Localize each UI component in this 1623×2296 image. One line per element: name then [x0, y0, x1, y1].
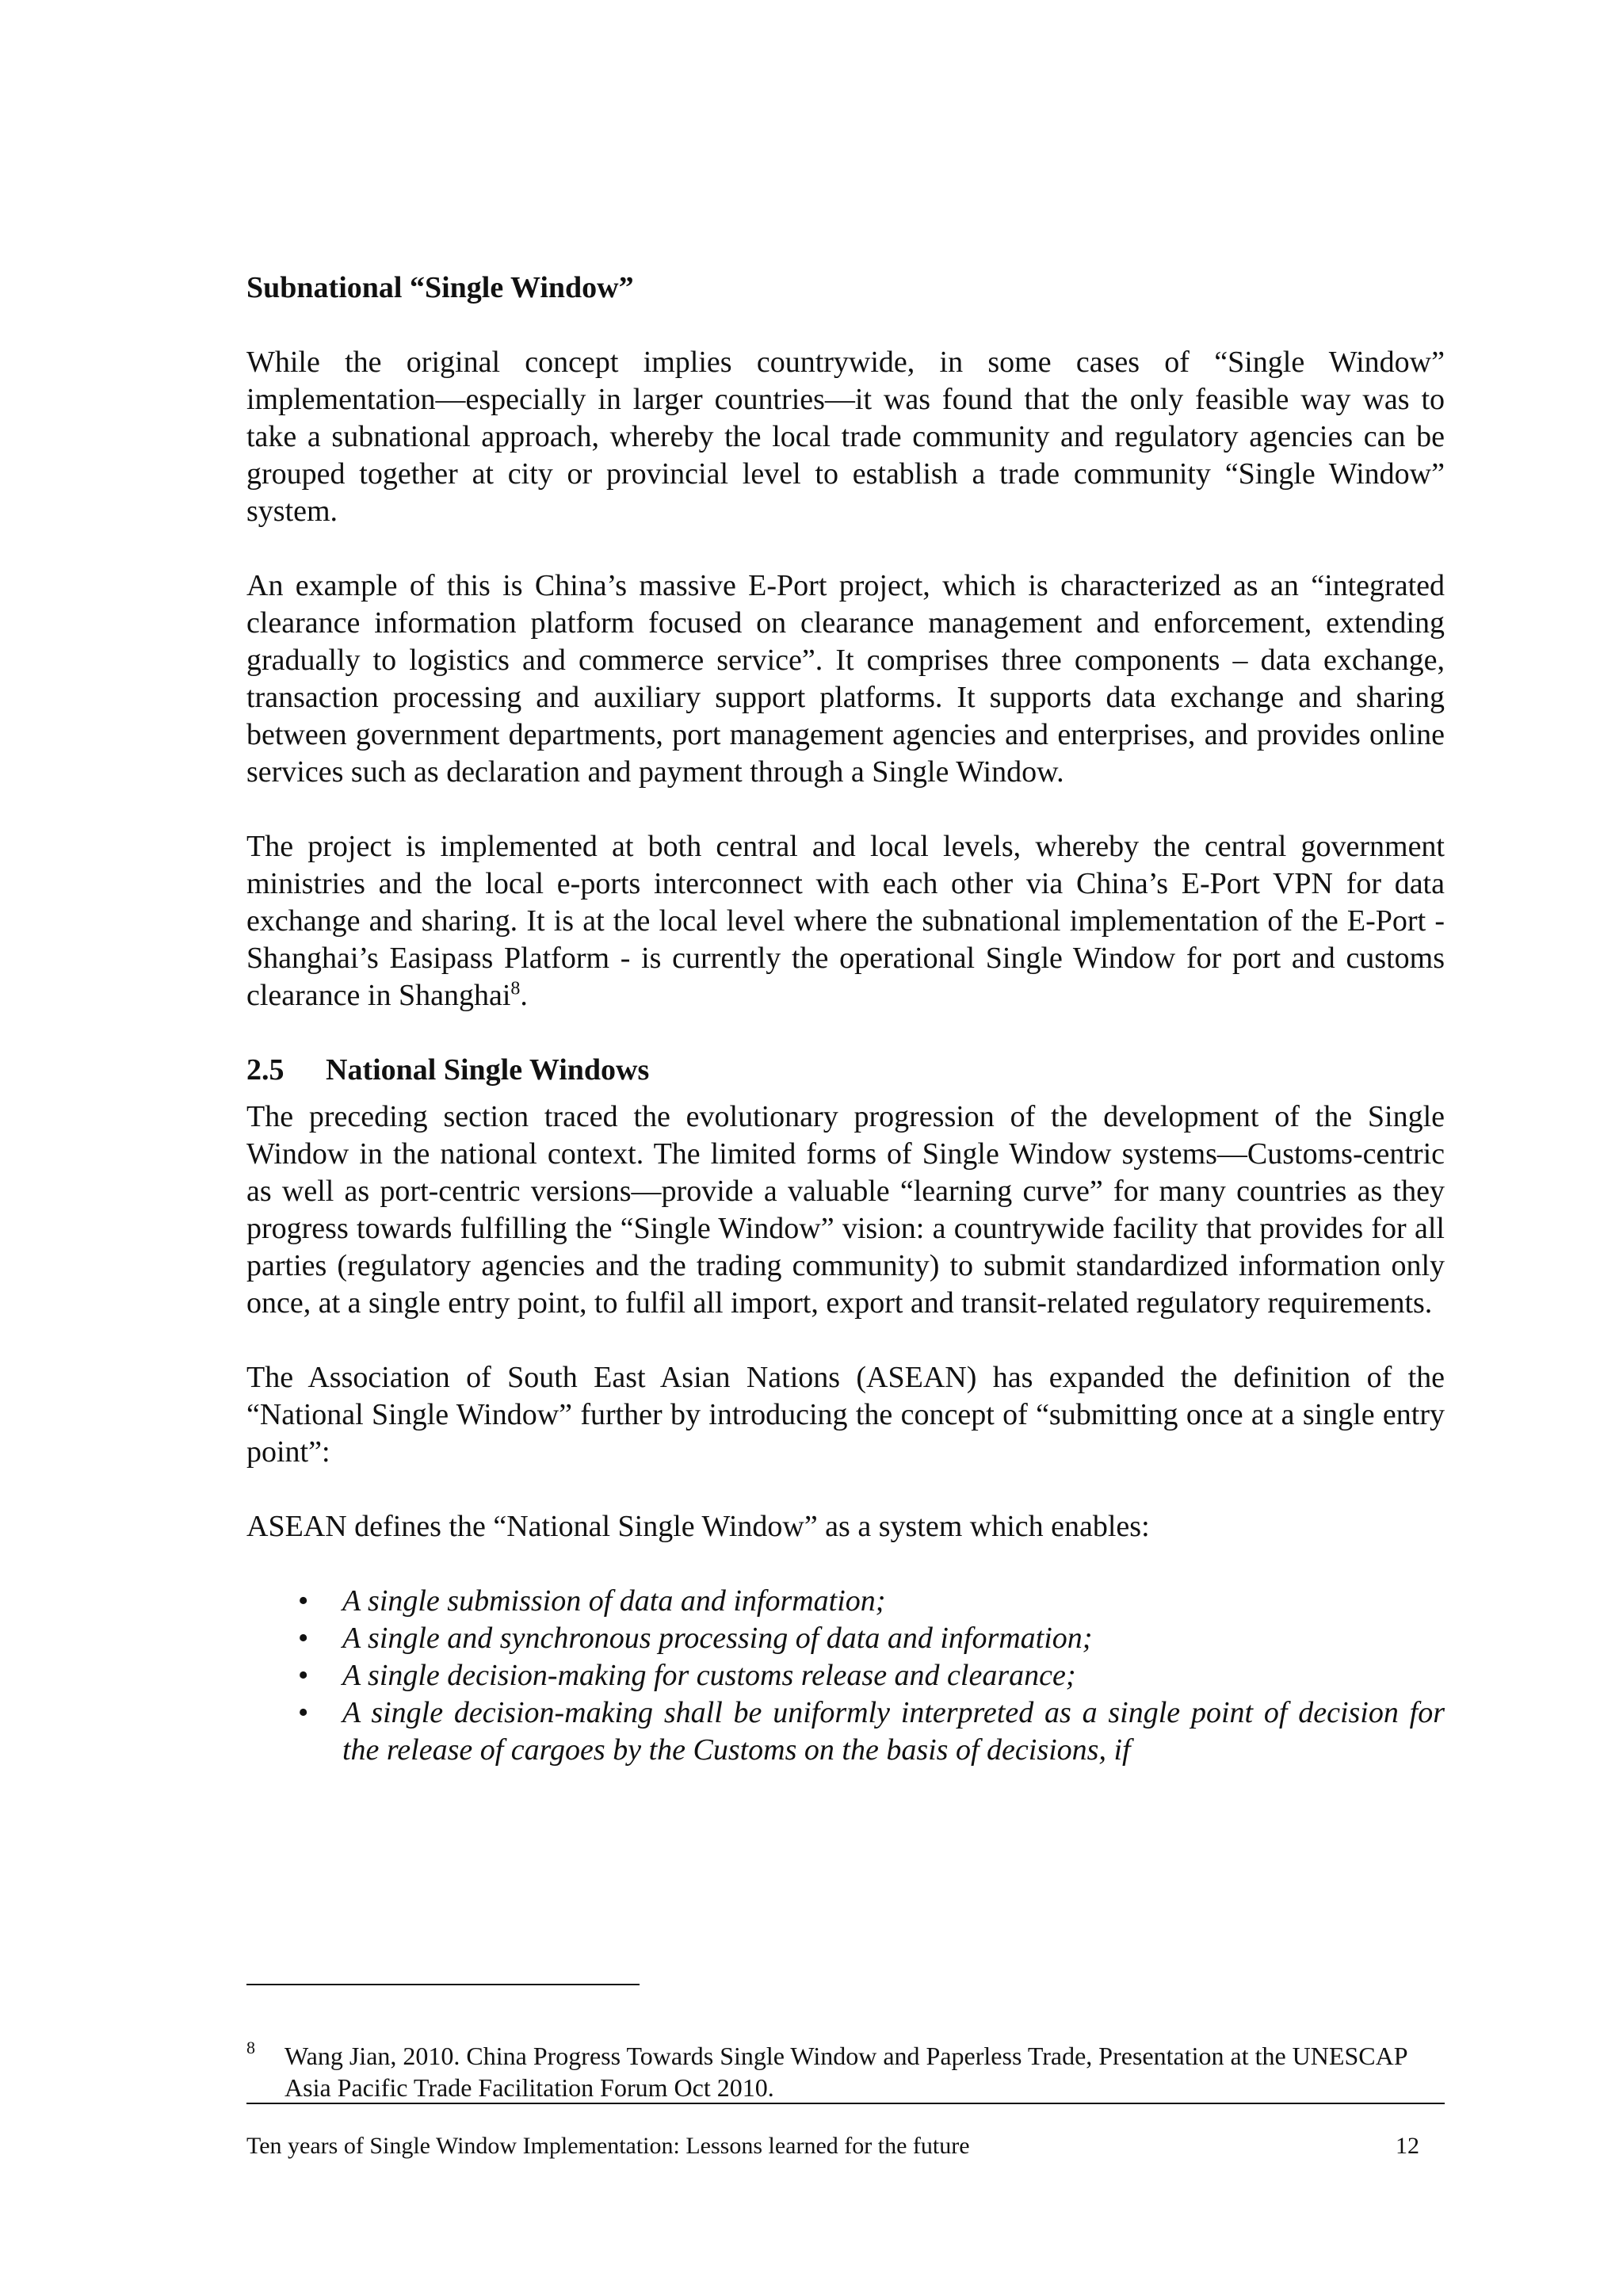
list-item	[246, 1657, 1445, 1694]
list-item	[246, 1694, 1445, 1769]
list-item-text: A single decision-making for customs release and clearance;	[342, 1659, 1076, 1692]
bullet-icon: •	[298, 1659, 309, 1692]
page-number: 12	[1396, 2133, 1419, 2159]
list-item-text: A single decision-making shall be uniformly interpreted as a single point of decision for the release of cargoes by the Customs on the basis of decisions, if	[342, 1696, 1445, 1767]
list-item-text: A single and synchronous processing of data and information;	[342, 1622, 1093, 1655]
bullet-icon: •	[298, 1696, 309, 1729]
footer-rule	[246, 2103, 1445, 2104]
footnote	[246, 2040, 1445, 2103]
asean-criteria-list	[246, 1583, 1445, 1769]
page-footer	[246, 2132, 1419, 2160]
subnational-heading: Subnational “Single Window”	[246, 271, 634, 304]
bullet-icon: •	[298, 1584, 309, 1618]
footnote-reference-8[interactable]: 8	[510, 978, 521, 999]
list-item	[246, 1583, 1445, 1620]
subnational-paragraph-3	[246, 828, 1445, 1014]
subnational-paragraph-2: An example of this is China’s massive E-Port project, which is characterized as an “integrated clearance information platform focused on clearance management and enforcement, extending gradually to logistics and commerce service”. It comprises three components – data exchange, transaction processing and auxiliary support platforms. It supports data exchange and sharing between government departments, port management agencies and enterprises, and provides online services such as declaration and payment through a Single Window.	[246, 569, 1445, 789]
footnote-mark: 8	[246, 2038, 255, 2057]
section-heading	[246, 1052, 1445, 1089]
section-paragraph-3: ASEAN defines the “National Single Window” as a system which enables:	[246, 1510, 1150, 1543]
page-body	[246, 269, 1445, 1769]
bullet-icon: •	[298, 1622, 309, 1655]
section-paragraph-2: The Association of South East Asian Nations (ASEAN) has expanded the definition of the “National Single Window” further by introducing the concept of “submitting once at a single entry point”:	[246, 1361, 1445, 1469]
section-paragraph-1: The preceding section traced the evolutionary progression of the development of the Single Window in the national context. The limited forms of Single Window systems—Customs-centric as well as port-centric versions—provide a valuable “learning curve” for many countries as they progress towards fulfilling the “Single Window” vision: a countrywide facility that provides for all parties (regulatory agencies and the trading community) to submit standardized information only once, at a single entry point, to fulfil all import, export and transit-related regulatory requirements.	[246, 1100, 1445, 1320]
subnational-paragraph-3-text: The project is implemented at both central and local levels, whereby the central government ministries and the local e-ports interconnect with each other via China’s E-Port VPN for data exchange and sharing. It is at the local level where the subnational implementation of the E-Port - Shanghai’s Easipass Platform - is currently the operational Single Window for port and customs clearance in Shanghai	[246, 830, 1445, 1012]
footer-title: Ten years of Single Window Implementation: Lessons learned for the future	[246, 2133, 970, 2159]
subnational-paragraph-3-end: .	[520, 979, 528, 1012]
list-item	[246, 1620, 1445, 1657]
footnote-separator	[246, 1984, 640, 1985]
footnote-text: Wang Jian, 2010. China Progress Towards Single Window and Paperless Trade, Presentation at the UNESCAP Asia Pacific Trade Facilitation Forum Oct 2010.	[285, 2042, 1407, 2102]
subnational-paragraph-1: While the original concept implies countrywide, in some cases of “Single Window” implementation—especially in larger countries—it was found that the only feasible way was to take a subnational approach, whereby the local trade community and regulatory agencies can be grouped together at city or provincial level to establish a trade community “Single Window” system.	[246, 346, 1445, 528]
list-item-text: A single submission of data and information;	[342, 1584, 886, 1618]
section-title: National Single Windows	[326, 1053, 650, 1087]
section-number: 2.5	[246, 1053, 285, 1087]
